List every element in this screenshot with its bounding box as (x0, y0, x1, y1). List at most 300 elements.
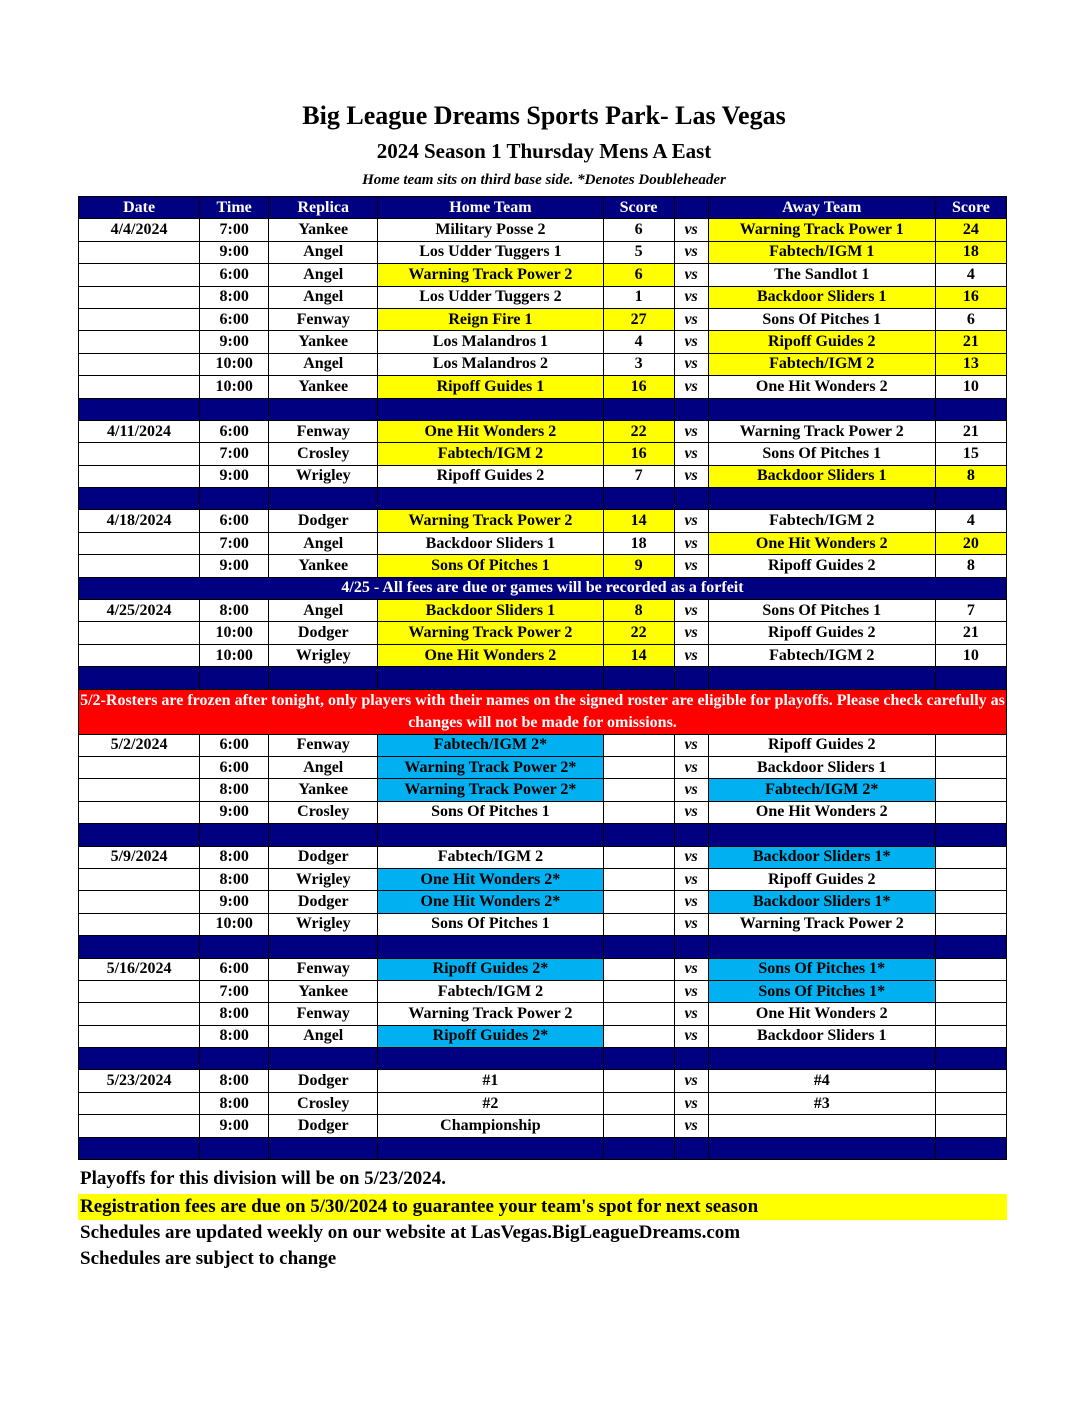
separator-cell (603, 1137, 674, 1159)
separator-cell (935, 667, 1006, 689)
home-score: 14 (603, 510, 674, 532)
roster-alert-text: 5/2-Rosters are frozen after tonight, only players with their names on the signed roster are eligible for playoffs. Please check carefully as changes will not be made for omissions. (79, 689, 1007, 734)
game-date (79, 868, 200, 890)
vs-label: vs (674, 801, 708, 823)
home-team: Sons Of Pitches 1 (378, 801, 603, 823)
separator-cell (935, 1048, 1006, 1070)
vs-label: vs (674, 532, 708, 554)
away-score: 24 (935, 219, 1006, 241)
separator-cell (674, 824, 708, 846)
away-team: Ripoff Guides 2 (708, 622, 935, 644)
home-score: 9 (603, 555, 674, 577)
game-date (79, 555, 200, 577)
away-score (935, 801, 1006, 823)
away-score (935, 1092, 1006, 1114)
game-time: 6:00 (200, 510, 269, 532)
away-score (935, 756, 1006, 778)
game-date (79, 644, 200, 666)
game-row (79, 600, 1007, 622)
away-score: 10 (935, 644, 1006, 666)
game-field: Yankee (269, 376, 378, 398)
home-team: One Hit Wonders 2 (378, 420, 603, 442)
game-time: 9:00 (200, 555, 269, 577)
game-time: 7:00 (200, 532, 269, 554)
game-field: Fenway (269, 958, 378, 980)
vs-label: vs (674, 622, 708, 644)
home-team: Warning Track Power 2* (378, 779, 603, 801)
away-score: 21 (935, 622, 1006, 644)
away-score: 13 (935, 353, 1006, 375)
home-score (603, 891, 674, 913)
away-score: 4 (935, 264, 1006, 286)
game-row (79, 846, 1007, 868)
home-team: Warning Track Power 2 (378, 1003, 603, 1025)
separator-cell (708, 1048, 935, 1070)
separator-cell (935, 936, 1006, 958)
game-date (79, 1003, 200, 1025)
game-field: Yankee (269, 219, 378, 241)
away-team (708, 1115, 935, 1137)
game-row (79, 913, 1007, 935)
separator-cell (79, 488, 200, 510)
away-team: #4 (708, 1070, 935, 1092)
col-header-time: Time (200, 197, 269, 219)
separator-cell (603, 667, 674, 689)
away-team: Sons Of Pitches 1* (708, 980, 935, 1002)
home-score: 16 (603, 376, 674, 398)
home-score: 27 (603, 308, 674, 330)
game-field: Dodger (269, 1070, 378, 1092)
separator-row (79, 398, 1007, 420)
game-row (79, 1092, 1007, 1114)
game-date (79, 353, 200, 375)
game-field: Angel (269, 286, 378, 308)
separator-cell (708, 398, 935, 420)
game-field: Yankee (269, 555, 378, 577)
game-row (79, 734, 1007, 756)
game-field: Crosley (269, 801, 378, 823)
col-header-replica: Replica (269, 197, 378, 219)
home-team: Ripoff Guides 1 (378, 376, 603, 398)
away-team: Ripoff Guides 2 (708, 555, 935, 577)
away-score: 6 (935, 308, 1006, 330)
separator-cell (935, 488, 1006, 510)
game-time: 10:00 (200, 622, 269, 644)
game-field: Yankee (269, 980, 378, 1002)
home-team: Ripoff Guides 2 (378, 465, 603, 487)
col-header-vs (674, 197, 708, 219)
game-date (79, 443, 200, 465)
home-score: 4 (603, 331, 674, 353)
away-team: Warning Track Power 2 (708, 420, 935, 442)
game-time: 8:00 (200, 1070, 269, 1092)
game-time: 10:00 (200, 644, 269, 666)
away-score: 4 (935, 510, 1006, 532)
separator-cell (378, 398, 603, 420)
game-row (79, 376, 1007, 398)
home-score (603, 846, 674, 868)
home-team: Warning Track Power 2 (378, 264, 603, 286)
away-score (935, 891, 1006, 913)
game-time: 6:00 (200, 734, 269, 756)
separator-cell (378, 667, 603, 689)
game-time: 9:00 (200, 465, 269, 487)
away-score: 15 (935, 443, 1006, 465)
home-score (603, 1115, 674, 1137)
game-field: Wrigley (269, 644, 378, 666)
game-row (79, 555, 1007, 577)
game-field: Crosley (269, 443, 378, 465)
game-time: 9:00 (200, 331, 269, 353)
vs-label: vs (674, 868, 708, 890)
footer-playoffs: Playoffs for this division will be on 5/23/2024. (80, 1168, 446, 1189)
away-team: Backdoor Sliders 1 (708, 286, 935, 308)
schedule-note: Home team sits on third base side. *Denotes Doubleheader (362, 172, 726, 188)
vs-label: vs (674, 980, 708, 1002)
home-score: 8 (603, 600, 674, 622)
away-team: Sons Of Pitches 1 (708, 443, 935, 465)
separator-cell (79, 936, 200, 958)
vs-label: vs (674, 443, 708, 465)
separator-cell (79, 1137, 200, 1159)
away-team: Ripoff Guides 2 (708, 734, 935, 756)
game-date (79, 376, 200, 398)
home-team: Los Udder Tuggers 1 (378, 241, 603, 263)
separator-cell (603, 488, 674, 510)
home-team: Backdoor Sliders 1 (378, 532, 603, 554)
home-team: Warning Track Power 2 (378, 510, 603, 532)
game-row (79, 219, 1007, 241)
separator-cell (708, 667, 935, 689)
home-team: Fabtech/IGM 2* (378, 734, 603, 756)
home-team: Fabtech/IGM 2 (378, 980, 603, 1002)
game-time: 8:00 (200, 779, 269, 801)
game-row (79, 1025, 1007, 1047)
home-score: 16 (603, 443, 674, 465)
game-field: Yankee (269, 779, 378, 801)
vs-label: vs (674, 331, 708, 353)
home-score (603, 1092, 674, 1114)
separator-cell (269, 936, 378, 958)
home-team: Championship (378, 1115, 603, 1137)
vs-label: vs (674, 420, 708, 442)
away-score: 7 (935, 600, 1006, 622)
footer-disclaimer: Schedules are subject to change (80, 1248, 337, 1269)
home-team: Ripoff Guides 2* (378, 958, 603, 980)
game-field: Angel (269, 532, 378, 554)
separator-cell (674, 667, 708, 689)
home-score (603, 734, 674, 756)
game-field: Fenway (269, 420, 378, 442)
away-score (935, 779, 1006, 801)
game-time: 8:00 (200, 1025, 269, 1047)
away-team: Ripoff Guides 2 (708, 868, 935, 890)
game-time: 8:00 (200, 868, 269, 890)
home-team: Sons Of Pitches 1 (378, 555, 603, 577)
separator-cell (674, 1048, 708, 1070)
vs-label: vs (674, 510, 708, 532)
home-score (603, 779, 674, 801)
col-header-away-team: Away Team (708, 197, 935, 219)
game-date: 4/11/2024 (79, 420, 200, 442)
away-score (935, 1025, 1006, 1047)
away-team: Backdoor Sliders 1 (708, 1025, 935, 1047)
home-team: Ripoff Guides 2* (378, 1025, 603, 1047)
separator-row (79, 824, 1007, 846)
away-team: Backdoor Sliders 1 (708, 756, 935, 778)
game-date (79, 980, 200, 1002)
game-row (79, 622, 1007, 644)
away-team: Sons Of Pitches 1* (708, 958, 935, 980)
page-subtitle: 2024 Season 1 Thursday Mens A East (376, 139, 712, 163)
game-row (79, 868, 1007, 890)
game-time: 6:00 (200, 756, 269, 778)
vs-label: vs (674, 376, 708, 398)
home-score: 6 (603, 219, 674, 241)
home-score: 7 (603, 465, 674, 487)
game-date (79, 1092, 200, 1114)
away-score: 16 (935, 286, 1006, 308)
away-team: Warning Track Power 2 (708, 913, 935, 935)
away-team: Backdoor Sliders 1* (708, 846, 935, 868)
game-field: Dodger (269, 510, 378, 532)
home-team: Warning Track Power 2* (378, 756, 603, 778)
game-date: 4/18/2024 (79, 510, 200, 532)
vs-label: vs (674, 846, 708, 868)
home-score (603, 756, 674, 778)
away-score: 10 (935, 376, 1006, 398)
game-field: Angel (269, 241, 378, 263)
game-row (79, 801, 1007, 823)
game-date: 5/23/2024 (79, 1070, 200, 1092)
separator-cell (200, 824, 269, 846)
game-date: 5/9/2024 (79, 846, 200, 868)
game-time: 6:00 (200, 264, 269, 286)
separator-row (79, 667, 1007, 689)
vs-label: vs (674, 465, 708, 487)
game-date (79, 465, 200, 487)
col-header-date: Date (79, 197, 200, 219)
game-time: 6:00 (200, 308, 269, 330)
separator-cell (378, 1048, 603, 1070)
game-time: 8:00 (200, 1003, 269, 1025)
separator-cell (200, 667, 269, 689)
home-score (603, 868, 674, 890)
vs-label: vs (674, 913, 708, 935)
separator-cell (708, 936, 935, 958)
away-score (935, 846, 1006, 868)
away-team: Sons Of Pitches 1 (708, 308, 935, 330)
vs-label: vs (674, 779, 708, 801)
home-team: Los Malandros 1 (378, 331, 603, 353)
separator-cell (269, 1137, 378, 1159)
game-field: Dodger (269, 846, 378, 868)
table-header-row (79, 197, 1007, 219)
col-header-home-team: Home Team (378, 197, 603, 219)
game-row (79, 1070, 1007, 1092)
col-header-away-score: Score (935, 197, 1006, 219)
game-field: Wrigley (269, 465, 378, 487)
game-time: 10:00 (200, 353, 269, 375)
game-row (79, 779, 1007, 801)
schedule-body (79, 219, 1007, 1160)
home-score: 5 (603, 241, 674, 263)
separator-cell (378, 936, 603, 958)
away-score (935, 1115, 1006, 1137)
away-score (935, 958, 1006, 980)
game-date (79, 756, 200, 778)
separator-cell (603, 1048, 674, 1070)
vs-label: vs (674, 264, 708, 286)
away-team: Backdoor Sliders 1* (708, 891, 935, 913)
game-date (79, 891, 200, 913)
home-team: One Hit Wonders 2 (378, 644, 603, 666)
away-team: One Hit Wonders 2 (708, 376, 935, 398)
separator-cell (935, 824, 1006, 846)
col-header-home-score: Score (603, 197, 674, 219)
home-team: Military Posse 2 (378, 219, 603, 241)
game-field: Fenway (269, 734, 378, 756)
home-score (603, 980, 674, 1002)
home-score: 6 (603, 264, 674, 286)
home-team: One Hit Wonders 2* (378, 868, 603, 890)
game-date (79, 622, 200, 644)
game-row (79, 1003, 1007, 1025)
game-time: 8:00 (200, 600, 269, 622)
separator-cell (200, 1137, 269, 1159)
game-date (79, 913, 200, 935)
game-time: 7:00 (200, 219, 269, 241)
vs-label: vs (674, 219, 708, 241)
vs-label: vs (674, 286, 708, 308)
away-score (935, 868, 1006, 890)
game-row (79, 420, 1007, 442)
home-score: 3 (603, 353, 674, 375)
away-score (935, 734, 1006, 756)
home-team: Fabtech/IGM 2 (378, 443, 603, 465)
away-team: One Hit Wonders 2 (708, 532, 935, 554)
game-time: 9:00 (200, 801, 269, 823)
away-team: The Sandlot 1 (708, 264, 935, 286)
vs-label: vs (674, 1092, 708, 1114)
game-time: 7:00 (200, 980, 269, 1002)
game-field: Dodger (269, 622, 378, 644)
game-time: 10:00 (200, 913, 269, 935)
game-date: 4/4/2024 (79, 219, 200, 241)
vs-label: vs (674, 241, 708, 263)
game-field: Dodger (269, 891, 378, 913)
game-field: Angel (269, 264, 378, 286)
separator-cell (708, 488, 935, 510)
game-date (79, 331, 200, 353)
game-date: 5/16/2024 (79, 958, 200, 980)
separator-cell (269, 667, 378, 689)
separator-cell (200, 1048, 269, 1070)
game-row (79, 958, 1007, 980)
away-score: 18 (935, 241, 1006, 263)
game-field: Angel (269, 756, 378, 778)
game-time: 8:00 (200, 286, 269, 308)
game-date: 4/25/2024 (79, 600, 200, 622)
game-row (79, 1115, 1007, 1137)
separator-cell (79, 667, 200, 689)
away-score (935, 980, 1006, 1002)
separator-row (79, 1048, 1007, 1070)
home-score (603, 801, 674, 823)
vs-label: vs (674, 1070, 708, 1092)
game-row (79, 510, 1007, 532)
separator-cell (378, 488, 603, 510)
game-date (79, 264, 200, 286)
game-row (79, 241, 1007, 263)
away-score (935, 913, 1006, 935)
fees-notice-text: 4/25 - All fees are due or games will be recorded as a forfeit (79, 577, 1007, 599)
game-row (79, 644, 1007, 666)
game-row (79, 331, 1007, 353)
game-date (79, 308, 200, 330)
home-score (603, 1003, 674, 1025)
game-row (79, 891, 1007, 913)
away-score: 21 (935, 331, 1006, 353)
home-team: Sons Of Pitches 1 (378, 913, 603, 935)
game-date (79, 286, 200, 308)
game-date: 5/2/2024 (79, 734, 200, 756)
game-row (79, 465, 1007, 487)
home-score (603, 1070, 674, 1092)
game-date (79, 1115, 200, 1137)
separator-cell (200, 488, 269, 510)
game-date (79, 1025, 200, 1047)
separator-cell (674, 488, 708, 510)
game-time: 6:00 (200, 958, 269, 980)
game-date (79, 532, 200, 554)
game-field: Crosley (269, 1092, 378, 1114)
vs-label: vs (674, 958, 708, 980)
separator-cell (79, 824, 200, 846)
game-field: Angel (269, 600, 378, 622)
game-date (79, 241, 200, 263)
game-field: Fenway (269, 308, 378, 330)
home-score: 14 (603, 644, 674, 666)
separator-cell (269, 1048, 378, 1070)
game-time: 9:00 (200, 1115, 269, 1137)
away-team: Fabtech/IGM 2* (708, 779, 935, 801)
game-time: 10:00 (200, 376, 269, 398)
game-time: 9:00 (200, 891, 269, 913)
away-score: 8 (935, 465, 1006, 487)
footer-registration: Registration fees are due on 5/30/2024 to guarantee your team's spot for next season (78, 1194, 1007, 1220)
home-score (603, 913, 674, 935)
separator-cell (378, 824, 603, 846)
away-score: 20 (935, 532, 1006, 554)
home-score: 18 (603, 532, 674, 554)
separator-cell (269, 488, 378, 510)
separator-cell (935, 398, 1006, 420)
home-team: Backdoor Sliders 1 (378, 600, 603, 622)
separator-cell (378, 1137, 603, 1159)
away-team: Fabtech/IGM 2 (708, 353, 935, 375)
game-row (79, 532, 1007, 554)
game-time: 8:00 (200, 846, 269, 868)
home-team: Warning Track Power 2 (378, 622, 603, 644)
game-field: Angel (269, 1025, 378, 1047)
vs-label: vs (674, 891, 708, 913)
separator-cell (79, 1048, 200, 1070)
game-row (79, 308, 1007, 330)
home-score (603, 958, 674, 980)
home-team: Fabtech/IGM 2 (378, 846, 603, 868)
home-score: 1 (603, 286, 674, 308)
